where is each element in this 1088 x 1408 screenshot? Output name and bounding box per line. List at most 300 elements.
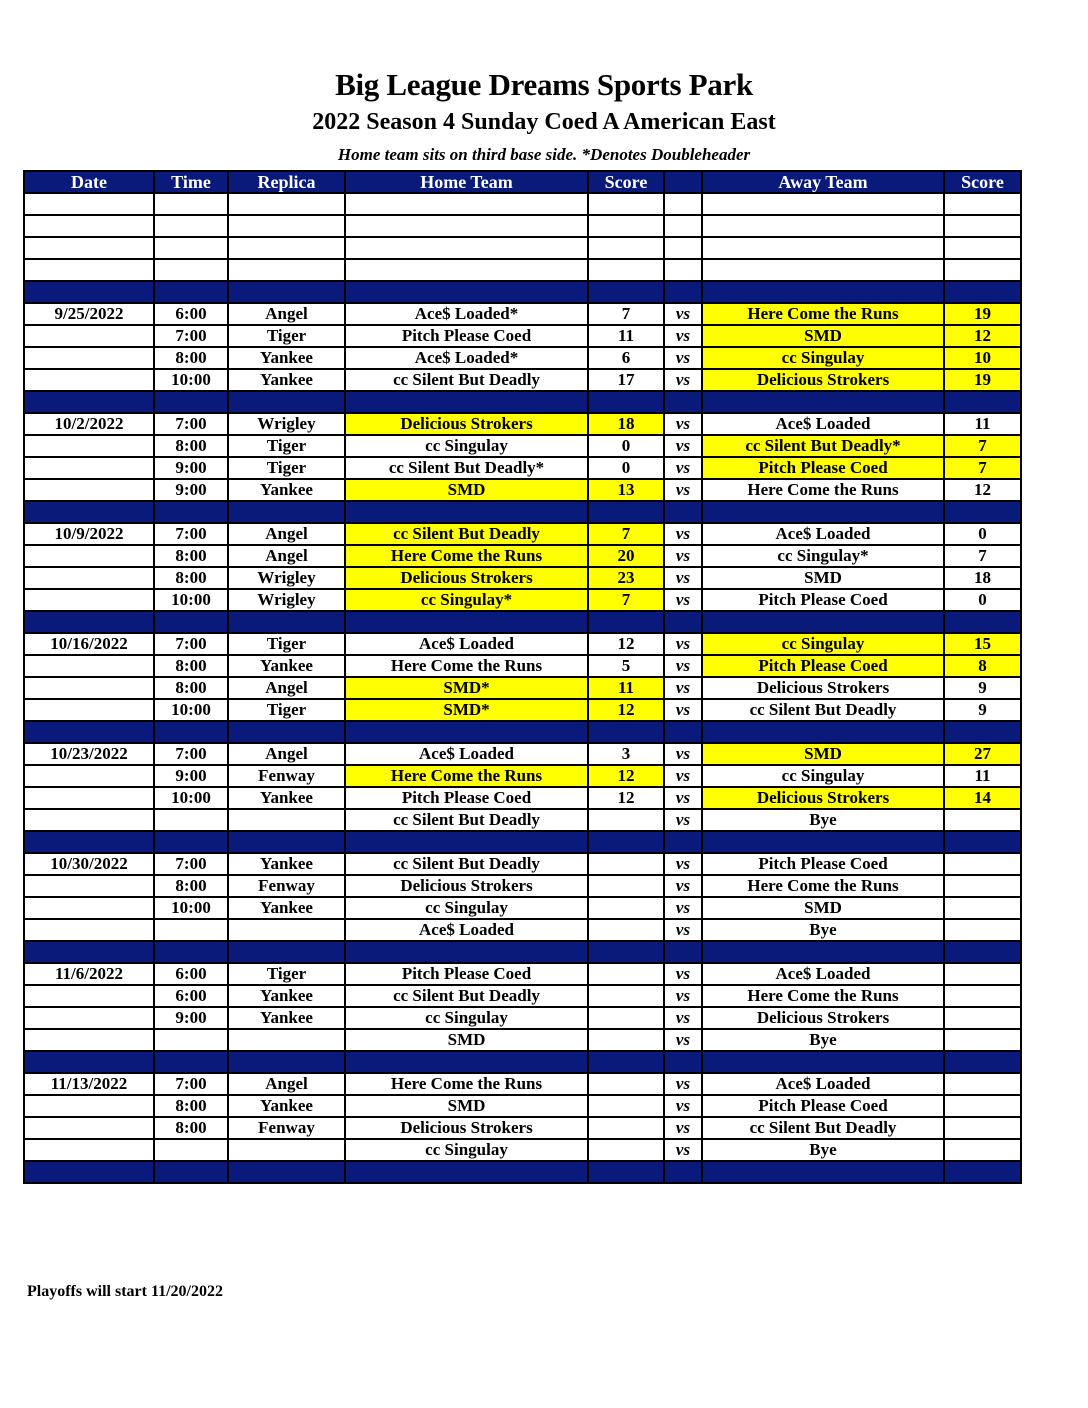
replica-cell: Yankee bbox=[228, 853, 345, 875]
vs-cell: vs bbox=[664, 633, 702, 655]
vs-cell bbox=[664, 193, 702, 215]
away-team-cell: Ace$ Loaded bbox=[702, 523, 944, 545]
away-team-cell: SMD bbox=[702, 897, 944, 919]
vs-cell: vs bbox=[664, 545, 702, 567]
time-cell bbox=[154, 721, 228, 743]
date-cell bbox=[24, 501, 154, 523]
vs-cell: vs bbox=[664, 919, 702, 941]
date-cell bbox=[24, 897, 154, 919]
away-team-cell: SMD bbox=[702, 743, 944, 765]
time-cell: 6:00 bbox=[154, 985, 228, 1007]
table-row bbox=[24, 677, 1021, 699]
replica-cell: Fenway bbox=[228, 1117, 345, 1139]
separator-row bbox=[24, 941, 1021, 963]
away-score-cell: 19 bbox=[944, 369, 1021, 391]
schedule-table bbox=[23, 170, 1022, 1184]
date-cell bbox=[24, 1007, 154, 1029]
home-score-cell: 12 bbox=[588, 787, 664, 809]
away-score-cell bbox=[944, 831, 1021, 853]
date-cell bbox=[24, 391, 154, 413]
time-cell: 7:00 bbox=[154, 633, 228, 655]
vs-cell bbox=[664, 831, 702, 853]
home-team-cell bbox=[345, 1161, 588, 1183]
away-team-cell: Here Come the Runs bbox=[702, 479, 944, 501]
replica-cell bbox=[228, 391, 345, 413]
away-team-cell bbox=[702, 193, 944, 215]
away-score-cell: 7 bbox=[944, 545, 1021, 567]
away-score-cell bbox=[944, 501, 1021, 523]
vs-cell bbox=[664, 721, 702, 743]
vs-cell bbox=[664, 1161, 702, 1183]
home-score-cell bbox=[588, 897, 664, 919]
home-score-cell: 3 bbox=[588, 743, 664, 765]
table-row bbox=[24, 985, 1021, 1007]
home-score-cell: 12 bbox=[588, 699, 664, 721]
time-cell bbox=[154, 919, 228, 941]
separator-row bbox=[24, 831, 1021, 853]
home-score-cell bbox=[588, 875, 664, 897]
col-header-away-team: Away Team bbox=[702, 171, 944, 193]
home-score-cell bbox=[588, 281, 664, 303]
away-score-cell bbox=[944, 897, 1021, 919]
date-cell bbox=[24, 1117, 154, 1139]
vs-cell: vs bbox=[664, 699, 702, 721]
away-team-cell: Ace$ Loaded bbox=[702, 1073, 944, 1095]
date-cell bbox=[24, 347, 154, 369]
replica-cell: Yankee bbox=[228, 479, 345, 501]
vs-cell: vs bbox=[664, 303, 702, 325]
time-cell: 6:00 bbox=[154, 963, 228, 985]
date-cell: 10/2/2022 bbox=[24, 413, 154, 435]
date-cell bbox=[24, 567, 154, 589]
away-team-cell: Bye bbox=[702, 919, 944, 941]
home-team-cell: cc Silent But Deadly* bbox=[345, 457, 588, 479]
away-team-cell bbox=[702, 215, 944, 237]
col-header-date: Date bbox=[24, 171, 154, 193]
away-team-cell: Pitch Please Coed bbox=[702, 457, 944, 479]
vs-cell: vs bbox=[664, 567, 702, 589]
away-team-cell: Delicious Strokers bbox=[702, 1007, 944, 1029]
away-score-cell bbox=[944, 721, 1021, 743]
home-team-cell: Here Come the Runs bbox=[345, 545, 588, 567]
time-cell bbox=[154, 215, 228, 237]
date-cell bbox=[24, 919, 154, 941]
col-header-away-score: Score bbox=[944, 171, 1021, 193]
vs-cell: vs bbox=[664, 1117, 702, 1139]
date-cell bbox=[24, 457, 154, 479]
table-row bbox=[24, 787, 1021, 809]
home-score-cell: 17 bbox=[588, 369, 664, 391]
away-team-cell: Delicious Strokers bbox=[702, 677, 944, 699]
date-cell bbox=[24, 589, 154, 611]
vs-cell bbox=[664, 281, 702, 303]
away-team-cell: Bye bbox=[702, 1029, 944, 1051]
time-cell bbox=[154, 1051, 228, 1073]
away-team-cell bbox=[702, 611, 944, 633]
separator-row bbox=[24, 721, 1021, 743]
time-cell: 7:00 bbox=[154, 413, 228, 435]
away-score-cell: 11 bbox=[944, 413, 1021, 435]
table-row bbox=[24, 633, 1021, 655]
away-team-cell: SMD bbox=[702, 567, 944, 589]
home-score-cell bbox=[588, 985, 664, 1007]
away-score-cell: 8 bbox=[944, 655, 1021, 677]
time-cell bbox=[154, 391, 228, 413]
date-cell: 10/16/2022 bbox=[24, 633, 154, 655]
date-cell bbox=[24, 809, 154, 831]
time-cell: 8:00 bbox=[154, 435, 228, 457]
replica-cell bbox=[228, 919, 345, 941]
date-cell: 10/23/2022 bbox=[24, 743, 154, 765]
time-cell bbox=[154, 193, 228, 215]
away-team-cell bbox=[702, 237, 944, 259]
table-row bbox=[24, 919, 1021, 941]
table-row bbox=[24, 897, 1021, 919]
replica-cell bbox=[228, 1029, 345, 1051]
table-row bbox=[24, 325, 1021, 347]
home-team-cell: Pitch Please Coed bbox=[345, 787, 588, 809]
date-cell bbox=[24, 479, 154, 501]
vs-cell bbox=[664, 1051, 702, 1073]
table-row bbox=[24, 875, 1021, 897]
vs-cell: vs bbox=[664, 1139, 702, 1161]
home-team-cell: cc Singulay bbox=[345, 1139, 588, 1161]
date-cell bbox=[24, 831, 154, 853]
date-cell bbox=[24, 875, 154, 897]
replica-cell: Wrigley bbox=[228, 413, 345, 435]
home-team-cell: Ace$ Loaded bbox=[345, 919, 588, 941]
away-team-cell: Pitch Please Coed bbox=[702, 1095, 944, 1117]
replica-cell: Wrigley bbox=[228, 589, 345, 611]
away-team-cell bbox=[702, 1051, 944, 1073]
time-cell bbox=[154, 1029, 228, 1051]
home-score-cell: 12 bbox=[588, 633, 664, 655]
home-team-cell: cc Silent But Deadly bbox=[345, 369, 588, 391]
time-cell: 7:00 bbox=[154, 743, 228, 765]
away-score-cell bbox=[944, 1029, 1021, 1051]
vs-cell: vs bbox=[664, 435, 702, 457]
away-team-cell: cc Singulay bbox=[702, 347, 944, 369]
away-score-cell bbox=[944, 1073, 1021, 1095]
vs-cell: vs bbox=[664, 853, 702, 875]
time-cell: 10:00 bbox=[154, 699, 228, 721]
replica-cell: Yankee bbox=[228, 985, 345, 1007]
time-cell: 8:00 bbox=[154, 567, 228, 589]
home-team-cell: Ace$ Loaded* bbox=[345, 303, 588, 325]
col-header-replica: Replica bbox=[228, 171, 345, 193]
away-score-cell: 18 bbox=[944, 567, 1021, 589]
home-team-cell bbox=[345, 193, 588, 215]
away-score-cell bbox=[944, 985, 1021, 1007]
vs-cell: vs bbox=[664, 985, 702, 1007]
home-score-cell bbox=[588, 193, 664, 215]
table-row bbox=[24, 1073, 1021, 1095]
replica-cell: Angel bbox=[228, 1073, 345, 1095]
home-team-cell bbox=[345, 721, 588, 743]
away-team-cell: Bye bbox=[702, 1139, 944, 1161]
away-score-cell bbox=[944, 611, 1021, 633]
date-cell: 9/25/2022 bbox=[24, 303, 154, 325]
table-row bbox=[24, 809, 1021, 831]
away-score-cell bbox=[944, 1007, 1021, 1029]
replica-cell: Yankee bbox=[228, 897, 345, 919]
time-cell: 6:00 bbox=[154, 303, 228, 325]
time-cell bbox=[154, 611, 228, 633]
schedule-note: Home team sits on third base side. *Denotes Doubleheader bbox=[337, 145, 751, 164]
home-score-cell: 11 bbox=[588, 677, 664, 699]
away-team-cell: cc Singulay bbox=[702, 765, 944, 787]
table-row bbox=[24, 655, 1021, 677]
time-cell: 8:00 bbox=[154, 677, 228, 699]
vs-cell bbox=[664, 259, 702, 281]
separator-row bbox=[24, 501, 1021, 523]
replica-cell bbox=[228, 809, 345, 831]
away-team-cell bbox=[702, 721, 944, 743]
table-row bbox=[24, 435, 1021, 457]
time-cell: 8:00 bbox=[154, 875, 228, 897]
away-team-cell: Delicious Strokers bbox=[702, 787, 944, 809]
page-subtitle: 2022 Season 4 Sunday Coed A American East bbox=[312, 109, 776, 135]
time-cell: 9:00 bbox=[154, 765, 228, 787]
replica-cell: Angel bbox=[228, 303, 345, 325]
home-team-cell: Delicious Strokers bbox=[345, 413, 588, 435]
away-score-cell bbox=[944, 281, 1021, 303]
home-team-cell: Ace$ Loaded bbox=[345, 633, 588, 655]
home-team-cell: cc Singulay bbox=[345, 435, 588, 457]
col-header-home-team: Home Team bbox=[345, 171, 588, 193]
time-cell: 9:00 bbox=[154, 479, 228, 501]
away-score-cell: 0 bbox=[944, 523, 1021, 545]
home-score-cell bbox=[588, 215, 664, 237]
vs-cell: vs bbox=[664, 325, 702, 347]
away-team-cell: cc Silent But Deadly bbox=[702, 699, 944, 721]
time-cell: 10:00 bbox=[154, 897, 228, 919]
table-row bbox=[24, 1139, 1021, 1161]
away-team-cell: Here Come the Runs bbox=[702, 875, 944, 897]
table-row bbox=[24, 457, 1021, 479]
away-team-cell bbox=[702, 281, 944, 303]
date-cell bbox=[24, 1095, 154, 1117]
replica-cell: Yankee bbox=[228, 1007, 345, 1029]
away-score-cell bbox=[944, 919, 1021, 941]
home-score-cell: 12 bbox=[588, 765, 664, 787]
time-cell: 8:00 bbox=[154, 347, 228, 369]
vs-cell: vs bbox=[664, 479, 702, 501]
col-header-home-score: Score bbox=[588, 171, 664, 193]
home-score-cell: 7 bbox=[588, 589, 664, 611]
date-cell bbox=[24, 1051, 154, 1073]
away-team-cell: Pitch Please Coed bbox=[702, 853, 944, 875]
table-row bbox=[24, 347, 1021, 369]
time-cell bbox=[154, 259, 228, 281]
replica-cell: Yankee bbox=[228, 787, 345, 809]
home-score-cell bbox=[588, 919, 664, 941]
playoffs-note: Playoffs will start 11/20/2022 bbox=[27, 1283, 223, 1300]
away-team-cell bbox=[702, 259, 944, 281]
table-row bbox=[24, 699, 1021, 721]
away-score-cell: 7 bbox=[944, 435, 1021, 457]
replica-cell: Tiger bbox=[228, 435, 345, 457]
replica-cell bbox=[228, 281, 345, 303]
away-score-cell bbox=[944, 1095, 1021, 1117]
date-cell: 10/9/2022 bbox=[24, 523, 154, 545]
time-cell: 10:00 bbox=[154, 787, 228, 809]
away-score-cell: 14 bbox=[944, 787, 1021, 809]
replica-cell: Tiger bbox=[228, 633, 345, 655]
home-team-cell: Delicious Strokers bbox=[345, 875, 588, 897]
date-cell bbox=[24, 721, 154, 743]
home-score-cell bbox=[588, 1095, 664, 1117]
col-header-vs bbox=[664, 171, 702, 193]
date-cell bbox=[24, 655, 154, 677]
time-cell bbox=[154, 809, 228, 831]
time-cell: 8:00 bbox=[154, 1117, 228, 1139]
vs-cell: vs bbox=[664, 523, 702, 545]
away-score-cell bbox=[944, 809, 1021, 831]
time-cell bbox=[154, 237, 228, 259]
replica-cell bbox=[228, 193, 345, 215]
away-score-cell: 7 bbox=[944, 457, 1021, 479]
date-cell: 11/13/2022 bbox=[24, 1073, 154, 1095]
table-row bbox=[24, 963, 1021, 985]
home-team-cell bbox=[345, 281, 588, 303]
away-score-cell bbox=[944, 193, 1021, 215]
table-row bbox=[24, 765, 1021, 787]
away-team-cell: cc Silent But Deadly bbox=[702, 1117, 944, 1139]
replica-cell bbox=[228, 1139, 345, 1161]
away-score-cell bbox=[944, 1161, 1021, 1183]
home-team-cell: Here Come the Runs bbox=[345, 765, 588, 787]
away-team-cell: Delicious Strokers bbox=[702, 369, 944, 391]
home-team-cell: SMD bbox=[345, 479, 588, 501]
home-team-cell bbox=[345, 1051, 588, 1073]
home-team-cell bbox=[345, 831, 588, 853]
away-team-cell: Pitch Please Coed bbox=[702, 589, 944, 611]
home-score-cell bbox=[588, 391, 664, 413]
away-score-cell: 10 bbox=[944, 347, 1021, 369]
time-cell bbox=[154, 281, 228, 303]
table-header-row bbox=[24, 171, 1021, 193]
time-cell: 7:00 bbox=[154, 523, 228, 545]
away-team-cell: Pitch Please Coed bbox=[702, 655, 944, 677]
replica-cell bbox=[228, 611, 345, 633]
away-score-cell bbox=[944, 215, 1021, 237]
date-cell bbox=[24, 1161, 154, 1183]
date-cell bbox=[24, 985, 154, 1007]
col-header-time: Time bbox=[154, 171, 228, 193]
vs-cell: vs bbox=[664, 765, 702, 787]
home-team-cell: Here Come the Runs bbox=[345, 1073, 588, 1095]
table-row bbox=[24, 589, 1021, 611]
vs-cell: vs bbox=[664, 655, 702, 677]
home-team-cell: Delicious Strokers bbox=[345, 1117, 588, 1139]
home-score-cell bbox=[588, 1029, 664, 1051]
home-score-cell bbox=[588, 1161, 664, 1183]
home-score-cell bbox=[588, 831, 664, 853]
replica-cell bbox=[228, 259, 345, 281]
home-team-cell bbox=[345, 391, 588, 413]
table-row bbox=[24, 743, 1021, 765]
home-score-cell bbox=[588, 721, 664, 743]
vs-cell bbox=[664, 215, 702, 237]
time-cell bbox=[154, 831, 228, 853]
date-cell: 11/6/2022 bbox=[24, 963, 154, 985]
home-score-cell: 0 bbox=[588, 457, 664, 479]
away-team-cell: cc Singulay bbox=[702, 633, 944, 655]
table-row bbox=[24, 479, 1021, 501]
away-score-cell: 19 bbox=[944, 303, 1021, 325]
time-cell: 8:00 bbox=[154, 655, 228, 677]
away-team-cell: SMD bbox=[702, 325, 944, 347]
blank-row bbox=[24, 215, 1021, 237]
time-cell: 7:00 bbox=[154, 1073, 228, 1095]
home-team-cell: cc Singulay* bbox=[345, 589, 588, 611]
vs-cell bbox=[664, 391, 702, 413]
away-score-cell bbox=[944, 875, 1021, 897]
date-cell bbox=[24, 435, 154, 457]
away-team-cell bbox=[702, 391, 944, 413]
separator-row bbox=[24, 391, 1021, 413]
vs-cell: vs bbox=[664, 369, 702, 391]
vs-cell bbox=[664, 611, 702, 633]
date-cell: 10/30/2022 bbox=[24, 853, 154, 875]
home-team-cell: Here Come the Runs bbox=[345, 655, 588, 677]
home-team-cell: cc Silent But Deadly bbox=[345, 985, 588, 1007]
date-cell bbox=[24, 325, 154, 347]
home-score-cell: 7 bbox=[588, 523, 664, 545]
time-cell: 8:00 bbox=[154, 545, 228, 567]
replica-cell: Tiger bbox=[228, 963, 345, 985]
replica-cell bbox=[228, 215, 345, 237]
vs-cell: vs bbox=[664, 875, 702, 897]
away-team-cell bbox=[702, 1161, 944, 1183]
away-team-cell: Ace$ Loaded bbox=[702, 963, 944, 985]
date-cell bbox=[24, 369, 154, 391]
replica-cell: Yankee bbox=[228, 655, 345, 677]
table-row bbox=[24, 1095, 1021, 1117]
replica-cell: Wrigley bbox=[228, 567, 345, 589]
vs-cell: vs bbox=[664, 963, 702, 985]
home-score-cell: 13 bbox=[588, 479, 664, 501]
home-score-cell: 20 bbox=[588, 545, 664, 567]
home-team-cell: cc Silent But Deadly bbox=[345, 523, 588, 545]
separator-row bbox=[24, 1051, 1021, 1073]
home-score-cell bbox=[588, 611, 664, 633]
home-team-cell bbox=[345, 237, 588, 259]
home-team-cell: SMD* bbox=[345, 699, 588, 721]
away-score-cell: 11 bbox=[944, 765, 1021, 787]
date-cell bbox=[24, 237, 154, 259]
home-team-cell: cc Singulay bbox=[345, 897, 588, 919]
date-cell bbox=[24, 215, 154, 237]
vs-cell: vs bbox=[664, 1073, 702, 1095]
replica-cell: Angel bbox=[228, 545, 345, 567]
away-team-cell: Here Come the Runs bbox=[702, 303, 944, 325]
blank-row bbox=[24, 193, 1021, 215]
vs-cell: vs bbox=[664, 677, 702, 699]
home-team-cell: Pitch Please Coed bbox=[345, 325, 588, 347]
date-cell bbox=[24, 1139, 154, 1161]
schedule-body bbox=[24, 193, 1021, 1183]
away-score-cell bbox=[944, 941, 1021, 963]
replica-cell: Yankee bbox=[228, 1095, 345, 1117]
table-row bbox=[24, 369, 1021, 391]
away-team-cell bbox=[702, 941, 944, 963]
vs-cell: vs bbox=[664, 1029, 702, 1051]
away-team-cell: Bye bbox=[702, 809, 944, 831]
replica-cell bbox=[228, 1051, 345, 1073]
home-score-cell bbox=[588, 1007, 664, 1029]
